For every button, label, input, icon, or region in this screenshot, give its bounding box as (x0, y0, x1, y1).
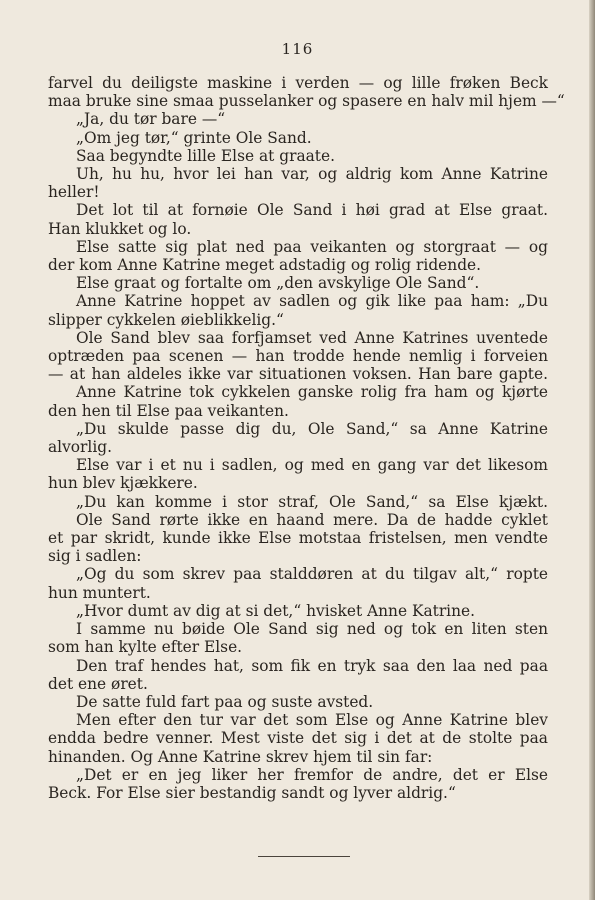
text-line: maa bruke sine smaa pusselanker og spasere en halv mil hjem —“ (48, 92, 565, 111)
text-line: De satte fuld fart paa og suste avsted. (76, 692, 374, 711)
text-line: Den traf hendes hat, som fik en tryk saa den laa ned paa (76, 656, 548, 675)
text-line: I samme nu bøide Ole Sand sig ned og tok en liten sten (76, 620, 548, 639)
text-line: Else var i et nu i sadlen, og med en gang var det likesom (76, 456, 548, 475)
text-line: „Du skulde passe dig du, Ole Sand,“ sa Anne Katrine (76, 419, 548, 438)
text-line: hun blev kjækkere. (48, 474, 198, 493)
text-line: Ole Sand blev saa forfjamset ved Anne Katrines uventede (76, 328, 548, 347)
text-line: „Og du som skrev paa stalddøren at du tilgav alt,“ ropte (76, 565, 548, 584)
page-number: 116 (281, 40, 314, 58)
text-line: optræden paa scenen — han trodde hende nemlig i forveien (48, 347, 548, 366)
text-line: „Det er en jeg liker her fremfor de andre, det er Else (76, 765, 548, 784)
text-line: — at han aldeles ikke var situationen voksen. Han bare gapte. (48, 365, 548, 384)
text-line: farvel du deiligste maskine i verden — og lille frøken Beck (48, 74, 548, 92)
end-rule (258, 856, 350, 857)
text-line: hun muntert. (48, 583, 151, 602)
text-line: det ene øret. (48, 674, 148, 693)
text-line: „Du kan komme i stor straf, Ole Sand,“ sa Else kjækt. (76, 492, 548, 511)
text-line: Anne Katrine tok cykkelen ganske rolig fra ham og kjørte (76, 383, 548, 402)
text-line: slipper cykkelen øieblikkelig.“ (48, 310, 284, 329)
text-line: Ole Sand rørte ikke en haand mere. Da de hadde cyklet (76, 510, 548, 529)
text-line: Han klukket og lo. (48, 219, 192, 238)
text-line: Uh, hu hu, hvor lei han var, og aldrig kom Anne Katrine (76, 165, 548, 184)
text-line: Saa begyndte lille Else at graate. (76, 146, 335, 165)
text-line: der kom Anne Katrine meget adstadig og rolig ridende. (48, 256, 482, 275)
body-text (48, 74, 565, 802)
text-line: endda bedre venner. Mest viste det sig i det at de stolte paa (48, 729, 548, 748)
page-edge-shadow (589, 0, 595, 900)
text-line: den hen til Else paa veikanten. (48, 401, 289, 420)
text-line: „Hvor dumt av dig at si det,“ hvisket Anne Katrine. (76, 601, 476, 620)
text-line: Beck. For Else sier bestandig sandt og lyver aldrig.“ (48, 783, 456, 802)
text-line: et par skridt, kunde ikke Else motstaa fristelsen, men vendte (48, 529, 548, 548)
text-line: „Om jeg tør,“ grinte Ole Sand. (76, 128, 312, 147)
text-line: „Ja, du tør bare —“ (76, 110, 226, 129)
text-line: Men efter den tur var det som Else og Anne Katrine blev (76, 711, 548, 730)
text-line: hinanden. Og Anne Katrine skrev hjem til sin far: (48, 747, 433, 766)
text-line: heller! (48, 183, 100, 202)
text-line: sig i sadlen: (48, 547, 142, 566)
text-line: Det lot til at fornøie Ole Sand i høi grad at Else graat. (76, 201, 548, 220)
text-line: Else satte sig plat ned paa veikanten og storgraat — og (76, 237, 548, 256)
text-line: Anne Katrine hoppet av sadlen og gik like paa ham: „Du (76, 292, 548, 311)
text-line: Else graat og fortalte om „den avskylige Ole Sand“. (76, 274, 480, 293)
text-line: alvorlig. (48, 438, 113, 457)
text-line: som han kylte efter Else. (48, 638, 243, 657)
